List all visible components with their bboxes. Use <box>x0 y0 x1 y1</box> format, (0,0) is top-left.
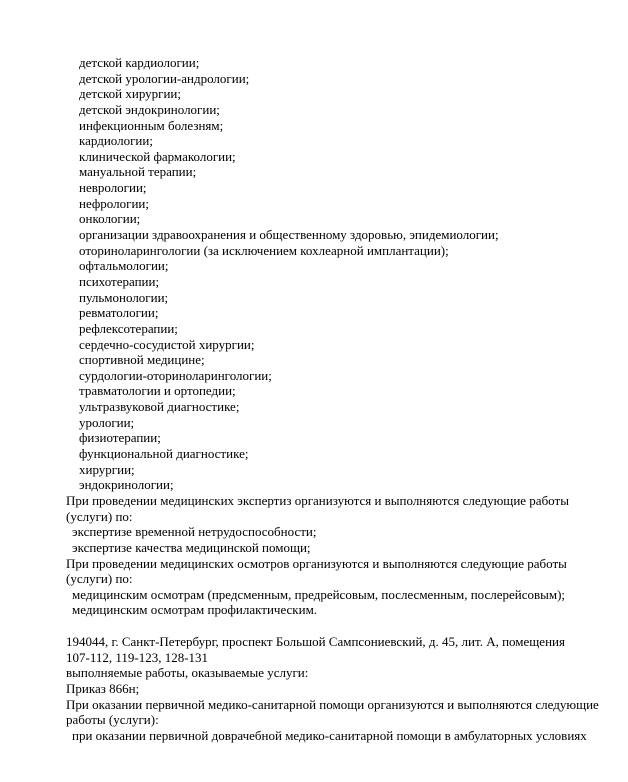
expertise-heading-line1: При проведении медицинских экспертиз организуются и выполняются следующие работы <box>66 492 569 508</box>
specialty-item: сердечно-сосудистой хирургии; <box>79 336 255 352</box>
specialty-item: эндокринологии; <box>79 477 174 493</box>
specialty-item: оториноларингологии (за исключением кохлеарной имплантации); <box>79 242 449 258</box>
specialty-item: хирургии; <box>79 461 135 477</box>
specialty-item: ревматологии; <box>79 305 159 321</box>
primary-care-item: при оказании первичной доврачебной медико-санитарной помощи в амбулаторных условиях <box>72 727 587 743</box>
specialty-item: травматологии и ортопедии; <box>79 383 236 399</box>
primary-care-heading-line2: работы (услуги): <box>66 712 159 728</box>
expertise-item: экспертизе качества медицинской помощи; <box>72 539 311 555</box>
primary-care-heading-line1: При оказании первичной медико-санитарной помощи организуются и выполняются следующие <box>66 696 599 712</box>
examinations-item: медицинским осмотрам профилактическим. <box>72 602 318 618</box>
specialty-item: детской кардиологии; <box>79 55 200 70</box>
specialty-item: клинической фармакологии; <box>79 148 236 164</box>
specialty-item: детской хирургии; <box>79 86 182 102</box>
order-number: Приказ 866н; <box>66 680 140 696</box>
expertise-item: экспертизе временной нетрудоспособности; <box>72 524 317 540</box>
specialty-item: физиотерапии; <box>79 430 161 446</box>
examinations-item: медицинским осмотрам (предсменным, предрейсовым, послесменным, послерейсовым); <box>72 586 566 602</box>
specialty-item: спортивной медицине; <box>79 352 205 368</box>
specialty-item: нефрологии; <box>79 195 149 211</box>
specialty-item: ультразвуковой диагностике; <box>79 399 240 415</box>
specialty-item: инфекционным болезням; <box>79 117 224 133</box>
specialty-item: мануальной терапии; <box>79 164 197 180</box>
document-page <box>0 55 628 744</box>
specialty-list <box>0 55 628 493</box>
specialty-item: пульмонологии; <box>79 289 169 305</box>
specialty-item: неврологии; <box>79 180 147 196</box>
specialty-item: онкологии; <box>79 211 141 227</box>
specialty-item: рефлексотерапии; <box>79 320 178 336</box>
specialty-item: организации здравоохранения и общественному здоровью, эпидемиологии; <box>79 227 499 243</box>
specialty-item: детской эндокринологии; <box>79 101 220 117</box>
works-label: выполняемые работы, оказываемые услуги: <box>66 665 309 681</box>
address-line2: 107-112, 119-123, 128-131 <box>66 649 209 665</box>
specialty-item: урологии; <box>79 414 135 430</box>
specialty-item: детской урологии-андрологии; <box>79 70 250 86</box>
expertise-heading-line2: (услуги) по: <box>66 508 133 524</box>
specialty-item: психотерапии; <box>79 273 160 289</box>
specialty-item: сурдологии-оториноларингологии; <box>79 367 272 383</box>
examinations-heading-line1: При проведении медицинских осмотров организуются и выполняются следующие работы <box>66 555 567 571</box>
specialty-item: кардиологии; <box>79 133 153 149</box>
specialty-item: офтальмологии; <box>79 258 169 274</box>
address-line1: 194044, г. Санкт-Петербург, проспект Большой Сампсониевский, д. 45, лит. А, помещения <box>66 634 565 650</box>
examinations-heading-line2: (услуги) по: <box>66 571 133 587</box>
specialty-item: функциональной диагностике; <box>79 446 249 462</box>
